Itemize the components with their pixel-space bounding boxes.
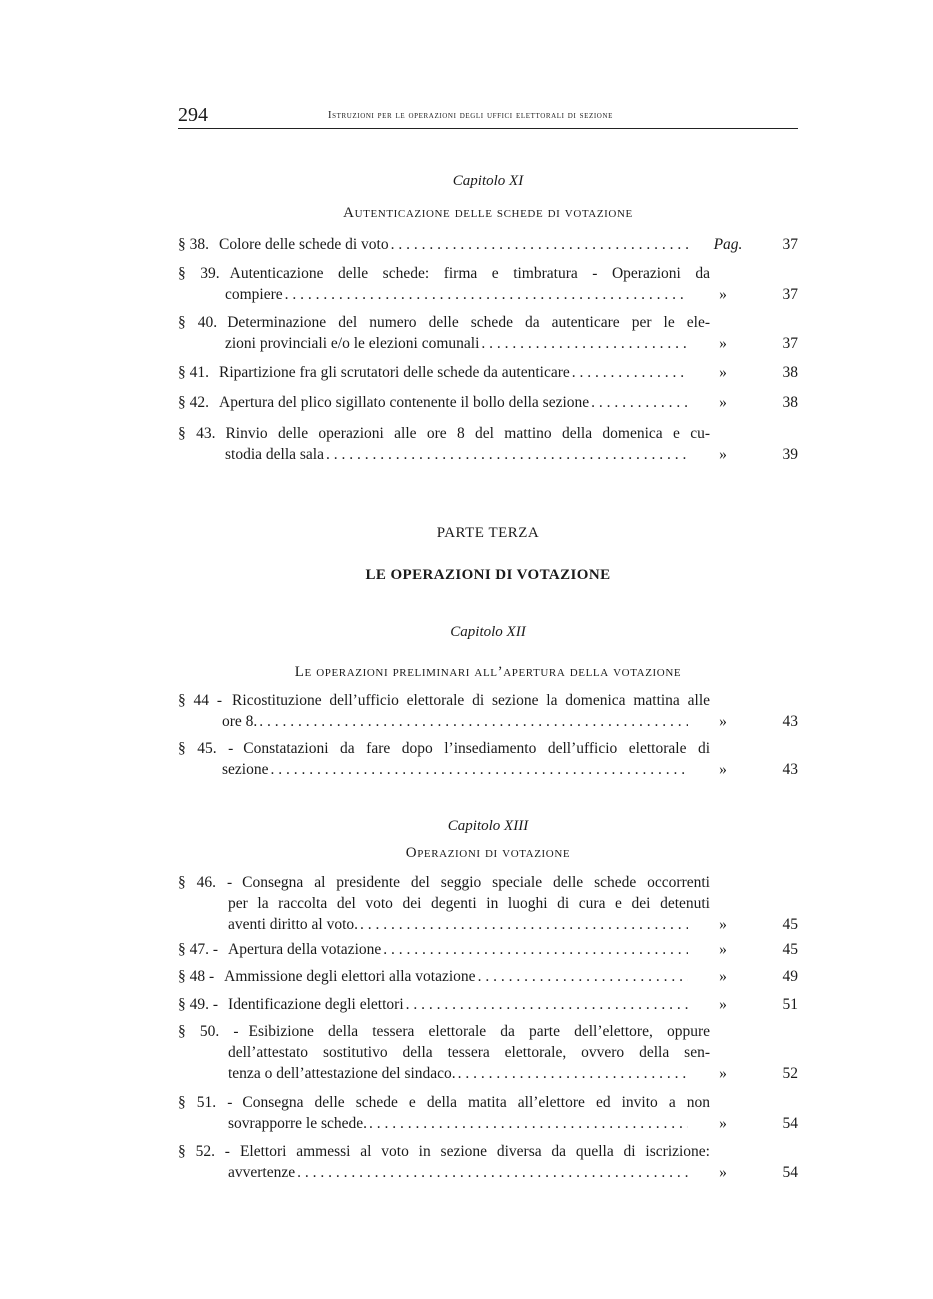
dot-leader bbox=[406, 994, 688, 1015]
entry-text: Ammissione degli elettori alla votazione bbox=[224, 968, 476, 985]
section-number: § 52. - bbox=[178, 1143, 230, 1160]
ditto-mark: » bbox=[719, 364, 727, 381]
toc-entry bbox=[178, 939, 798, 960]
toc-entry bbox=[178, 234, 798, 255]
chapter-xii-title: Le operazioni preliminari all’apertura della votazione bbox=[294, 664, 682, 680]
toc-entry-line bbox=[178, 914, 798, 935]
toc-entry bbox=[178, 392, 798, 413]
toc-entry-line bbox=[178, 312, 798, 333]
toc-entry-line bbox=[178, 263, 798, 284]
entry-text: Apertura del plico sigillato contenente il bollo della sezione bbox=[219, 394, 590, 411]
entry-text: ore 8. bbox=[222, 713, 258, 730]
section-number: § 42. bbox=[178, 394, 209, 411]
section-number: § 43. bbox=[178, 425, 216, 442]
page-ref: 51 bbox=[782, 996, 798, 1013]
page-ref: 38 bbox=[782, 394, 798, 411]
section-number: § 39. bbox=[178, 265, 220, 282]
toc-entry bbox=[178, 994, 798, 1015]
page-ref: 52 bbox=[782, 1065, 798, 1082]
part-label: PARTE TERZA bbox=[436, 525, 540, 541]
entry-text: Colore delle schede di voto bbox=[219, 236, 389, 253]
dot-leader bbox=[360, 914, 688, 935]
page-ref: 43 bbox=[782, 761, 798, 778]
section-number: § 38. bbox=[178, 236, 209, 253]
page-ref: 38 bbox=[782, 364, 798, 381]
ditto-mark: » bbox=[719, 1115, 727, 1132]
section-number: § 50. - bbox=[178, 1023, 239, 1040]
ditto-mark: » bbox=[719, 446, 727, 463]
toc-entry bbox=[178, 1141, 798, 1183]
running-title: Istruzioni per le operazioni degli uffici elettorali di sezione bbox=[328, 110, 613, 121]
ditto-mark: » bbox=[719, 286, 727, 303]
toc-entry bbox=[178, 1092, 798, 1134]
toc-entry-line bbox=[178, 1042, 798, 1063]
dot-leader bbox=[458, 1063, 688, 1084]
section-number: § 49. - bbox=[178, 996, 219, 1013]
toc-entry-line bbox=[178, 333, 798, 354]
toc-entry bbox=[178, 1021, 798, 1084]
chapter-xi-title: Autenticazione delle schede di votazione bbox=[343, 205, 633, 221]
dot-leader bbox=[270, 759, 688, 780]
page-abbrev: Pag. bbox=[713, 236, 743, 253]
entry-text: Determinazione del numero delle schede da autenticare per le ele- bbox=[227, 314, 711, 331]
entry-text: Ricostituzione dell’ufficio elettorale di sezione la domenica mattina alle bbox=[232, 692, 710, 709]
entry-text: sovrapporre le schede. bbox=[228, 1115, 368, 1132]
toc-entry-line bbox=[178, 1021, 798, 1042]
toc-entry bbox=[178, 966, 798, 987]
dot-leader bbox=[326, 444, 688, 465]
toc-entry-line bbox=[178, 392, 798, 413]
toc-entry bbox=[178, 738, 798, 780]
toc-entry-line bbox=[178, 234, 798, 255]
dot-leader bbox=[285, 284, 688, 305]
toc-entry bbox=[178, 423, 798, 465]
chapter-xiii-title: Operazioni di votazione bbox=[405, 845, 571, 861]
page-number: 294 bbox=[178, 104, 208, 126]
toc-entry bbox=[178, 263, 798, 305]
page-header bbox=[178, 100, 798, 129]
page-ref: 54 bbox=[782, 1164, 798, 1181]
toc-entry-line bbox=[178, 423, 798, 444]
toc-entry-line bbox=[178, 994, 798, 1015]
toc-entry-line bbox=[178, 893, 798, 914]
section-number: § 44 - bbox=[178, 692, 223, 709]
section-number: § 40. bbox=[178, 314, 218, 331]
toc-entry-line bbox=[178, 872, 798, 893]
entry-text: Consegna al presidente del seggio speciale delle schede occorrenti bbox=[242, 874, 710, 891]
toc-entry-line bbox=[178, 711, 798, 732]
toc-entry-line bbox=[178, 1113, 798, 1134]
section-number: § 48 - bbox=[178, 968, 215, 985]
page-ref: 45 bbox=[782, 916, 798, 933]
toc-entry bbox=[178, 872, 798, 935]
dot-leader bbox=[481, 333, 688, 354]
entry-text: compiere bbox=[225, 286, 283, 303]
entry-text: Constatazioni da fare dopo l’insediamento dell’ufficio elettorale di bbox=[243, 740, 710, 757]
entry-text: Ripartizione fra gli scrutatori delle schede da autenticare bbox=[219, 364, 570, 381]
entry-text: per la raccolta del voto dei degenti in luoghi di cura e dei detenuti bbox=[228, 895, 710, 912]
ditto-mark: » bbox=[719, 761, 727, 778]
section-number: § 41. bbox=[178, 364, 209, 381]
part-title: LE OPERAZIONI DI VOTAZIONE bbox=[365, 567, 611, 583]
ditto-mark: » bbox=[719, 968, 727, 985]
dot-leader bbox=[591, 392, 688, 413]
page-ref: 37 bbox=[782, 335, 798, 352]
toc-entry bbox=[178, 690, 798, 732]
ditto-mark: » bbox=[719, 713, 727, 730]
entry-text: Esibizione della tessera elettorale da parte dell’elettore, oppure bbox=[248, 1023, 710, 1040]
entry-text: stodia della sala bbox=[225, 446, 324, 463]
toc-entry-line bbox=[178, 738, 798, 759]
section-number: § 47. - bbox=[178, 941, 219, 958]
dot-leader bbox=[383, 939, 688, 960]
page-ref: 45 bbox=[782, 941, 798, 958]
toc-entry-line bbox=[178, 284, 798, 305]
toc-entry-line bbox=[178, 1063, 798, 1084]
toc-entry-line bbox=[178, 759, 798, 780]
entry-text: Apertura della votazione bbox=[228, 941, 382, 958]
entry-text: dell’attestato sostitutivo della tessera elettorale, ovvero della sen- bbox=[228, 1044, 710, 1061]
chapter-xiii-label: Capitolo XIII bbox=[447, 818, 529, 834]
dot-leader bbox=[369, 1113, 688, 1134]
ditto-mark: » bbox=[719, 335, 727, 352]
entry-text: avvertenze bbox=[228, 1164, 296, 1181]
ditto-mark: » bbox=[719, 996, 727, 1013]
section-number: § 51. - bbox=[178, 1094, 233, 1111]
toc-entry-line bbox=[178, 966, 798, 987]
section-number: § 45. - bbox=[178, 740, 234, 757]
entry-text: Elettori ammessi al voto in sezione diversa da quella di iscrizione: bbox=[239, 1143, 710, 1160]
ditto-mark: » bbox=[719, 1164, 727, 1181]
toc-entry-line bbox=[178, 690, 798, 711]
page-ref: 54 bbox=[782, 1115, 798, 1132]
section-number: § 46. - bbox=[178, 874, 233, 891]
ditto-mark: » bbox=[719, 941, 727, 958]
ditto-mark: » bbox=[719, 1065, 727, 1082]
dot-leader bbox=[572, 362, 688, 383]
entry-text: zioni provinciali e/o le elezioni comunali bbox=[225, 335, 480, 352]
ditto-mark: » bbox=[719, 916, 727, 933]
entry-text: aventi diritto al voto. bbox=[228, 916, 359, 933]
toc-entry-line bbox=[178, 1162, 798, 1183]
entry-text: Identificazione degli elettori bbox=[228, 996, 404, 1013]
entry-text: tenza o dell’attestazione del sindaco. bbox=[228, 1065, 456, 1082]
page-ref: 37 bbox=[782, 236, 798, 253]
page-ref: 49 bbox=[782, 968, 798, 985]
toc-entry-line bbox=[178, 444, 798, 465]
entry-text: Consegna delle schede e della matita all’elettore ed invito a non bbox=[242, 1094, 710, 1111]
dot-leader bbox=[391, 234, 688, 255]
entry-text: sezione bbox=[222, 761, 269, 778]
entry-text: Rinvio delle operazioni alle ore 8 del mattino della domenica e cu- bbox=[225, 425, 710, 442]
chapter-xii-label: Capitolo XII bbox=[450, 624, 526, 640]
toc-entry-line bbox=[178, 362, 798, 383]
page-ref: 43 bbox=[782, 713, 798, 730]
dot-leader bbox=[478, 966, 688, 987]
toc-entry-line bbox=[178, 939, 798, 960]
toc-entry-line bbox=[178, 1092, 798, 1113]
chapter-xi-label: Capitolo XI bbox=[452, 173, 524, 189]
entry-text: Autenticazione delle schede: firma e timbratura - Operazioni da bbox=[229, 265, 711, 282]
dot-leader bbox=[297, 1162, 688, 1183]
toc-entry bbox=[178, 362, 798, 383]
page-ref: 37 bbox=[782, 286, 798, 303]
ditto-mark: » bbox=[719, 394, 727, 411]
page-ref: 39 bbox=[782, 446, 798, 463]
toc-entry-line bbox=[178, 1141, 798, 1162]
dot-leader bbox=[259, 711, 688, 732]
toc-entry bbox=[178, 312, 798, 354]
